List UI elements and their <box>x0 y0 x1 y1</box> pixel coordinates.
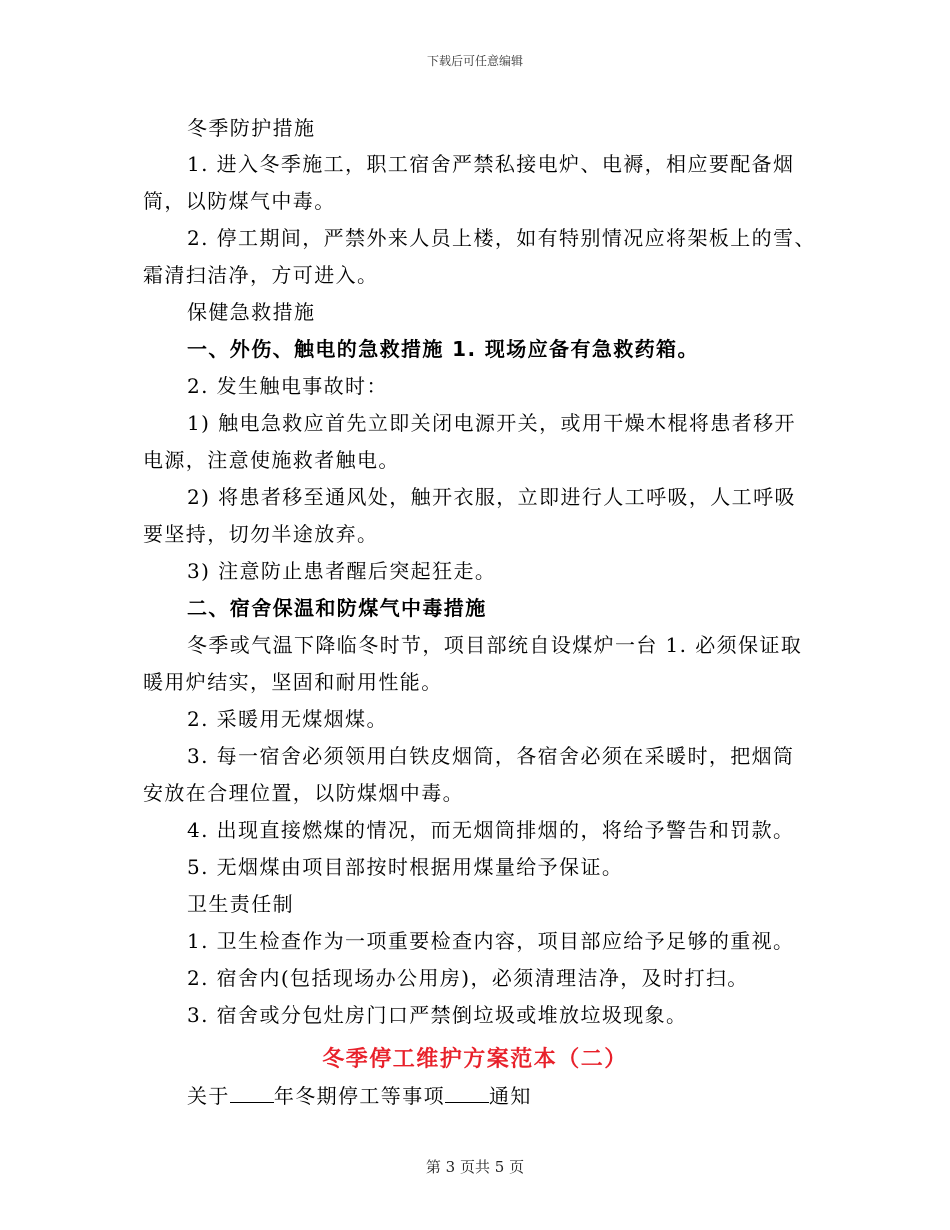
paragraph-line: 暖用炉结实，坚固和耐用性能。 <box>143 670 443 694</box>
paragraph-line: 2) 将患者移至通风处，触开衣服，立即进行人工呼吸，人工呼吸 <box>187 485 796 509</box>
heading-first-aid: 保健急救措施 <box>187 300 316 324</box>
paragraph-line: 2. 发生触电事故时： <box>187 374 388 398</box>
notice-prefix: 关于 <box>187 1084 230 1108</box>
heading-dorm-warmth: 二、宿舍保温和防煤气中毒措施 <box>187 596 487 620</box>
paragraph-line: 电源，注意使施救者触电。 <box>143 448 400 472</box>
notice-suffix: 通知 <box>489 1084 532 1108</box>
paragraph-line: 要坚持，切勿半途放弃。 <box>143 522 379 546</box>
paragraph-line: 安放在合理位置，以防煤烟中毒。 <box>143 781 464 805</box>
paragraph-line: 2. 采暖用无煤烟煤。 <box>187 707 388 731</box>
paragraph-line: 4. 出现直接燃煤的情况，而无烟筒排烟的，将给予警告和罚款。 <box>187 818 795 842</box>
paragraph-line: 2. 宿舍内(包括现场办公用房)，必须清理洁净，及时打扫。 <box>187 966 749 990</box>
paragraph-line: 1) 触电急救应首先立即关闭电源开关，或用干燥木棍将患者移开 <box>187 411 796 435</box>
heading-injury-electric: 一、外伤、触电的急救措施 1. 现场应备有急救药箱。 <box>187 337 699 361</box>
paragraph-line: 冬季或气温下降临冬时节，项目部统自设煤炉一台 1. 必须保证取 <box>187 633 803 657</box>
notice-line <box>187 1084 867 1108</box>
section-title: 冬季停工维护方案范本（二） <box>322 1047 628 1072</box>
notice-middle: 年冬期停工等事项 <box>273 1084 446 1108</box>
paragraph-line: 1. 进入冬季施工，职工宿舍严禁私接电炉、电褥，相应要配备烟 <box>187 152 795 176</box>
paragraph-line: 2. 停工期间，严禁外来人员上楼，如有特别情况应将架板上的雪、 <box>187 226 816 250</box>
heading-hygiene: 卫生责任制 <box>187 892 294 916</box>
blank-field <box>445 1084 489 1103</box>
paragraph-line: 3. 每一宿舍必须领用白铁皮烟筒，各宿舍必须在采暖时，把烟筒 <box>187 744 795 768</box>
paragraph-line: 3) 注意防止患者醒后突起狂走。 <box>187 559 497 583</box>
paragraph-line: 3. 宿舍或分包灶房门口严禁倒垃圾或堆放垃圾现象。 <box>187 1003 688 1027</box>
heading-winter-protection: 冬季防护措施 <box>187 116 316 140</box>
paragraph-line: 5. 无烟煤由项目部按时根据用煤量给予保证。 <box>187 855 624 879</box>
page-header: 下载后可任意编辑 <box>426 54 523 68</box>
paragraph-line: 霜清扫洁净，方可进入。 <box>143 263 379 287</box>
blank-field <box>230 1084 274 1103</box>
paragraph-line: 筒，以防煤气中毒。 <box>143 189 336 213</box>
page-footer: 第 3 页共 5 页 <box>425 1158 525 1176</box>
paragraph-line: 1. 卫生检查作为一项重要检查内容，项目部应给予足够的重视。 <box>187 929 795 953</box>
